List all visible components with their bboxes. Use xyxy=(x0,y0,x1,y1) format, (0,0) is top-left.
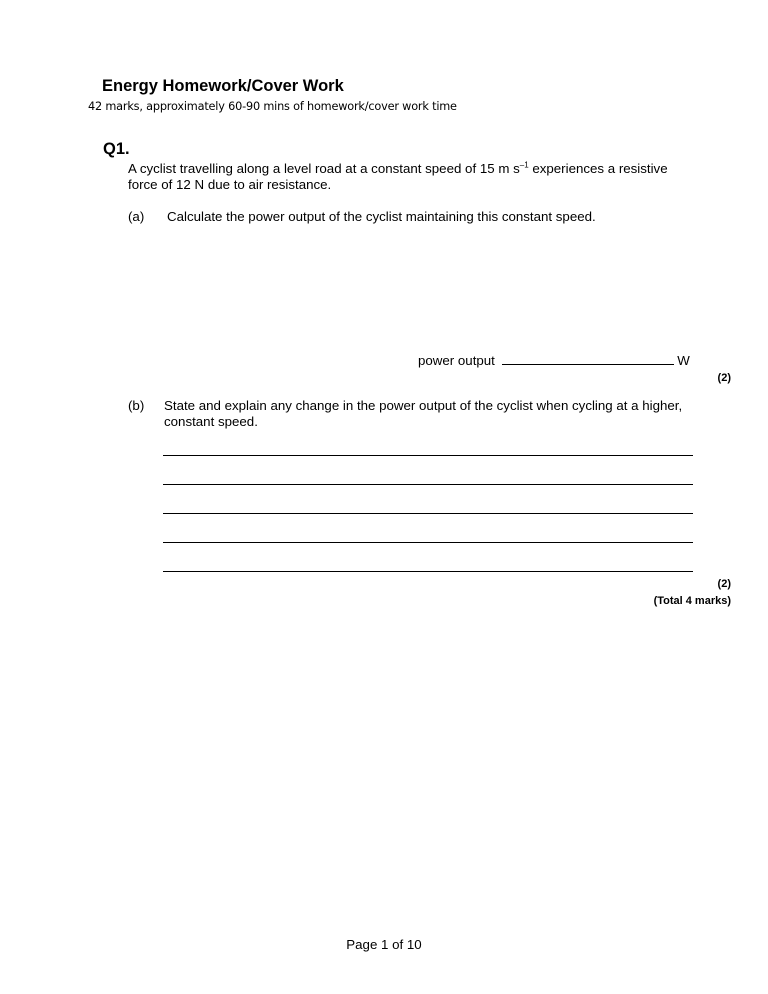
part-b-marks: (2) xyxy=(717,578,731,590)
answer-unit: W xyxy=(677,353,690,368)
power-output-answer-field[interactable] xyxy=(502,352,674,365)
document-subtitle: 42 marks, approximately 60-90 mins of homework/cover work time xyxy=(88,100,457,113)
answer-line[interactable] xyxy=(163,542,693,543)
answer-line[interactable] xyxy=(163,484,693,485)
part-a-marks: (2) xyxy=(717,372,731,384)
part-b-label: (b) xyxy=(128,398,145,413)
question-stem xyxy=(128,161,688,193)
part-b-text: State and explain any change in the power output of the cyclist when cycling at a higher, constant speed. xyxy=(164,398,683,429)
part-a-text: Calculate the power output of the cyclist maintaining this constant speed. xyxy=(167,209,596,224)
answer-line[interactable] xyxy=(163,455,693,456)
stem-text-before: A cyclist travelling along a level road at a constant speed of 15 m s xyxy=(128,161,520,176)
page-number: Page 1 of 10 xyxy=(346,937,422,952)
part-a-answer-row xyxy=(418,352,690,368)
answer-line[interactable] xyxy=(163,571,693,572)
question-number: Q1. xyxy=(103,140,130,158)
stem-unit-exponent: –1 xyxy=(519,160,529,170)
answer-prefix: power output xyxy=(418,353,495,368)
total-marks: (Total 4 marks) xyxy=(653,595,731,607)
document-title: Energy Homework/Cover Work xyxy=(102,77,344,95)
part-a-label: (a) xyxy=(128,209,145,224)
answer-line[interactable] xyxy=(163,513,693,514)
stem-text-after: experiences a resistive force of 12 N due to air resistance. xyxy=(128,161,668,192)
